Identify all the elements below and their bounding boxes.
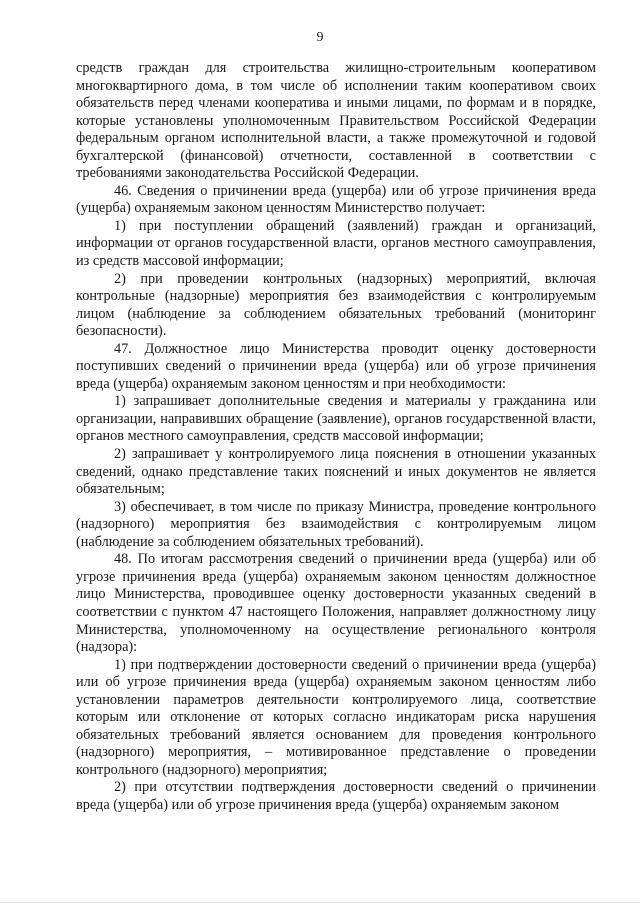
paragraph-47: 47. Должностное лицо Министерства проводит оценку достоверности поступивших сведений о причинении вреда (ущерба) или об угрозе причинения вреда (ущерба) охраняемым законом ценностям и при необходимости:	[76, 340, 596, 392]
paragraph-46-item-2: 2) при проведении контрольных (надзорных) мероприятий, включая контрольные (надзорные) мероприятия без взаимодействия с контролируемым лицом (наблюдение за соблюдением обязательных требований (мониторинг безопасности).	[76, 270, 596, 340]
scan-edge-line	[0, 902, 640, 903]
paragraph-47-item-1: 1) запрашивает дополнительные сведения и материалы у гражданина или организации, направивших обращение (заявление), органов государственной власти, органов местного самоуправления, средств массовой информации;	[76, 393, 596, 445]
paragraph-47-item-3: 3) обеспечивает, в том числе по приказу Министра, проведение контрольного (надзорного) мероприятия без взаимодействия с контролируемым лицом (наблюдение за соблюдением обязательных требований).	[76, 498, 596, 550]
paragraph-continuation: средств граждан для строительства жилищно-строительным кооперативом многоквартирного дома, в том числе об исполнении таким кооперативом своих обязательств перед членами кооператива и иными лицами, по формам и в порядке, которые установлены уполномоченным Правительством Российской Федерации федеральным органом исполнительной власти, а также промежуточной и годовой бухгалтерской (финансовой) отчетности, составленной в соответствии с требованиями законодательства Российской Федерации.	[76, 60, 596, 182]
paragraph-48-item-2: 2) при отсутствии подтверждения достоверности сведений о причинении вреда (ущерба) или об угрозе причинения вреда (ущерба) охраняемым законом	[76, 779, 596, 813]
paragraph-46-item-1: 1) при поступлении обращений (заявлений) граждан и организаций, информации от органов государственной власти, органов местного самоуправления, из средств массовой информации;	[76, 217, 596, 270]
paragraph-47-item-2: 2) запрашивает у контролируемого лица пояснения в отношении указанных сведений, однако представление таких пояснений и иных документов не является обязательным;	[76, 446, 596, 498]
document-body	[76, 60, 596, 815]
paragraph-48-item-1: 1) при подтверждении достоверности сведений о причинении вреда (ущерба) или об угрозе причинения вреда (ущерба) охраняемым законом ценностям либо установлении параметров деятельности контролируемого лица, соответствие которым или отклонение от которых согласно индикаторам риска нарушения обязательных требований является основанием для проведения контрольного (надзорного) мероприятия, – мотивированное представление о проведении контрольного (надзорного) мероприятия;	[76, 656, 596, 778]
paragraph-48: 48. По итогам рассмотрения сведений о причинении вреда (ущерба) или об угрозе причинения вреда (ущерба) охраняемым законом ценностям должностное лицо Министерства, проводившее оценку достоверности указанных сведений в соответствии с пунктом 47 настоящего Положения, направляет должностному лицу Министерства, уполномоченному на осуществление регионального контроля (надзора):	[76, 551, 596, 656]
page-number: 9	[316, 30, 324, 45]
paragraph-46: 46. Сведения о причинении вреда (ущерба) или об угрозе причинения вреда (ущерба) охраняемым законом ценностям Министерство получает:	[76, 182, 596, 217]
